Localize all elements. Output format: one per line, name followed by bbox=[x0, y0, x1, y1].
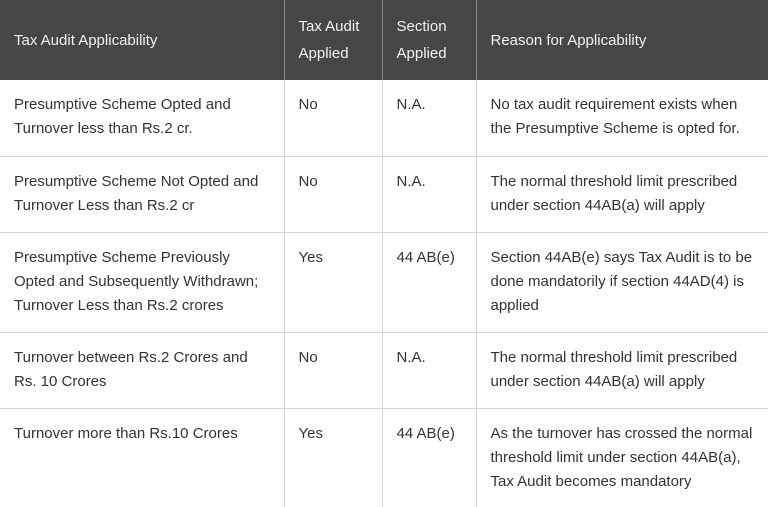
cell-reason: Section 44AB(e) says Tax Audit is to be done mandatorily if section 44AD(4) is applied bbox=[476, 232, 768, 332]
table-header-row bbox=[0, 0, 768, 80]
cell-audit-applied: No bbox=[284, 156, 382, 232]
header-section-applied: Section Applied bbox=[382, 0, 476, 80]
cell-reason: No tax audit requirement exists when the Presumptive Scheme is opted for. bbox=[476, 80, 768, 156]
cell-audit-applied: Yes bbox=[284, 408, 382, 507]
cell-audit-applied: No bbox=[284, 332, 382, 408]
cell-section: N.A. bbox=[382, 156, 476, 232]
cell-applicability: Turnover more than Rs.10 Crores bbox=[14, 424, 238, 442]
table-row bbox=[0, 156, 768, 232]
header-applicability: Tax Audit Applicability bbox=[0, 0, 284, 80]
cell-applicability: Presumptive Scheme Previously Opted and Subsequently Withdrawn; Turnover Less than Rs.2 crores bbox=[0, 232, 284, 332]
table-row bbox=[0, 232, 768, 332]
cell-audit-applied: Yes bbox=[284, 232, 382, 332]
header-audit-applied: Tax Audit Applied bbox=[284, 0, 382, 80]
table-row bbox=[0, 408, 768, 507]
cell-section: 44 AB(e) bbox=[382, 408, 476, 507]
cell-reason: The normal threshold limit prescribed under section 44AB(a) will apply bbox=[476, 156, 768, 232]
header-reason: Reason for Applicability bbox=[476, 0, 768, 80]
cell-section: N.A. bbox=[382, 332, 476, 408]
table-row bbox=[0, 332, 768, 408]
cell-section: 44 AB(e) bbox=[382, 232, 476, 332]
cell-applicability: Presumptive Scheme Not Opted and Turnover Less than Rs.2 cr bbox=[0, 156, 284, 232]
cell-section: N.A. bbox=[382, 80, 476, 156]
table-row bbox=[0, 80, 768, 156]
cell-reason: The normal threshold limit prescribed under section 44AB(a) will apply bbox=[476, 332, 768, 408]
cell-reason: As the turnover has crossed the normal threshold limit under section 44AB(a), Tax Audit becomes mandatory bbox=[476, 408, 768, 507]
cell-applicability: Presumptive Scheme Opted and Turnover less than Rs.2 cr. bbox=[0, 80, 284, 156]
cell-applicability: Turnover between Rs.2 Crores and Rs. 10 Crores bbox=[0, 332, 284, 408]
cell-audit-applied: No bbox=[284, 80, 382, 156]
